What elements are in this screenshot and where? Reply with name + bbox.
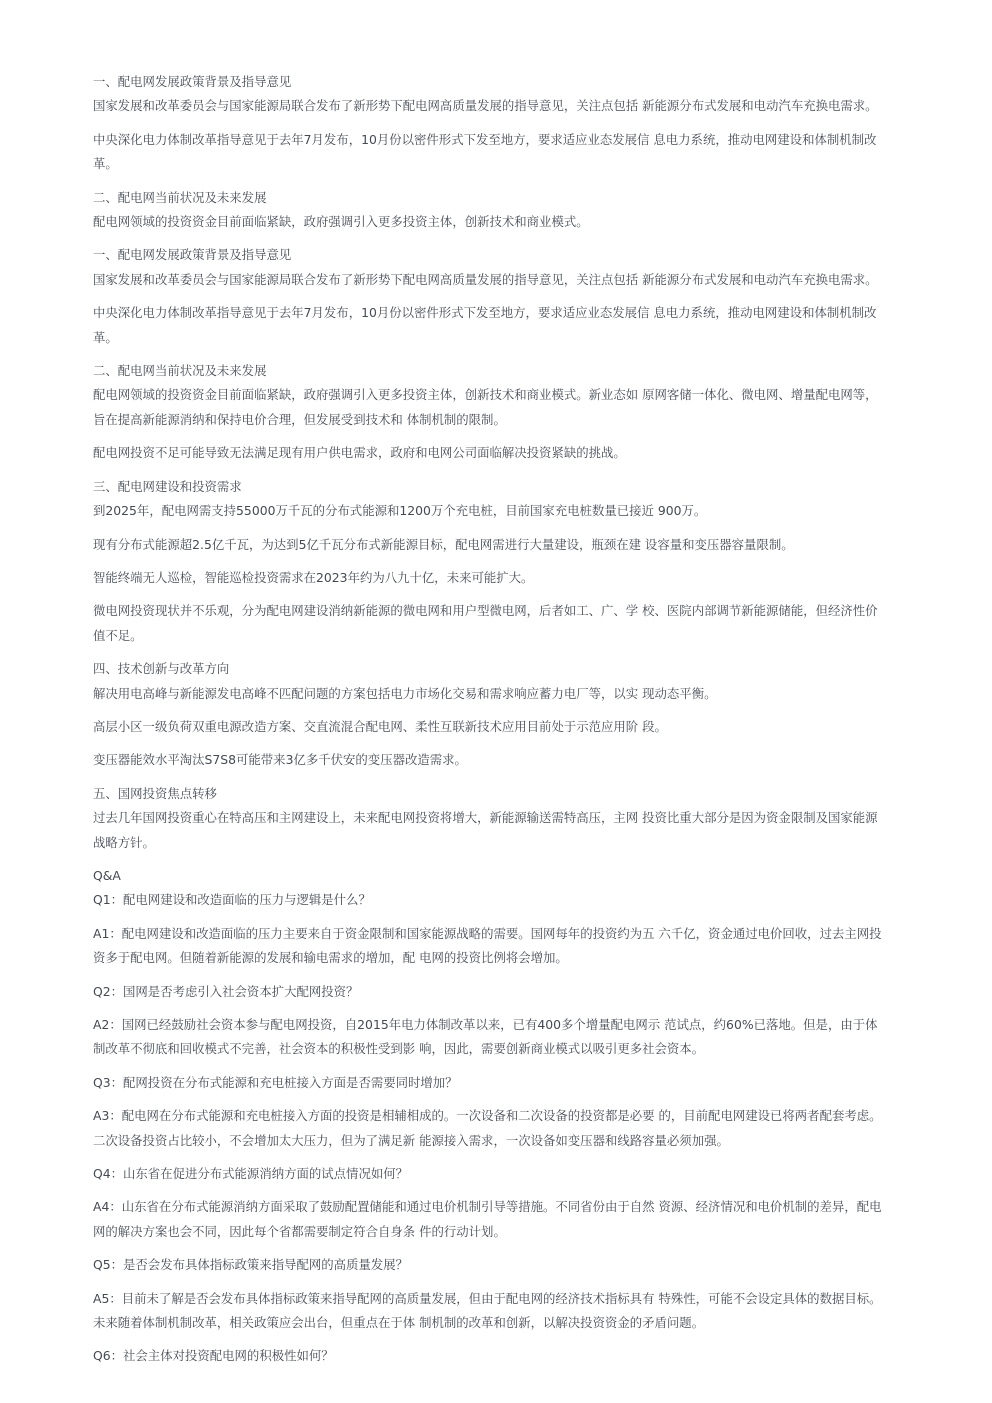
text-line: 中央深化电力体制改革指导意见于去年7月发布，10月份以密件形式下发至地方，要求适应业态发展信 息电力系统，推动电网建设和体制机制改 bbox=[93, 305, 877, 321]
text-line: Q1：配电网建设和改造面临的压力与逻辑是什么？ bbox=[93, 892, 371, 908]
text-line: 二、配电网当前状况及未来发展 bbox=[93, 189, 267, 205]
paragraph bbox=[93, 682, 943, 706]
text-line: A5：目前未了解是否会发布具体指标政策来指导配网的高质量发展，但由于配电网的经济技术指标具有 特殊性，可能不会设定具体的数据目标。 bbox=[93, 1290, 882, 1306]
paragraph bbox=[93, 1287, 943, 1336]
section-heading bbox=[93, 186, 943, 210]
paragraph bbox=[93, 748, 943, 772]
paragraph bbox=[93, 888, 943, 912]
text-line: 高层小区一级负荷双重电源改造方案、交直流混合配电网、柔性互联新技术应用目前处于示范应用阶 段。 bbox=[93, 718, 667, 734]
section-heading bbox=[93, 475, 943, 499]
paragraph bbox=[93, 441, 943, 465]
text-line: 制改革不彻底和回收模式不完善，社会资本的积极性受到影 响，因此，需要创新商业模式以吸引更多社会资本。 bbox=[93, 1041, 705, 1057]
text-line: Q2：国网是否考虑引入社会资本扩大配网投资？ bbox=[93, 983, 359, 999]
text-line: 三、配电网建设和投资需求 bbox=[93, 478, 242, 494]
text-line: 配电网投资不足可能导致无法满足现有用户供电需求，政府和电网公司面临解决投资紧缺的挑战。 bbox=[93, 445, 626, 461]
text-line: 微电网投资现状并不乐观，分为配电网建设消纳新能源的微电网和用户型微电网，后者如工、广、学 校、医院内部调节新能源储能，但经济性价 bbox=[93, 603, 878, 619]
paragraph bbox=[93, 1344, 943, 1368]
paragraph bbox=[93, 566, 943, 590]
paragraph bbox=[93, 210, 943, 234]
text-line: 未来随着体制机制改革，相关政策应会出台，但重点在于体 制机制的改革和创新，以解决投资资金的矛盾问题。 bbox=[93, 1315, 705, 1331]
text-line: 配电网领域的投资资金目前面临紧缺，政府强调引入更多投资主体，创新技术和商业模式。 bbox=[93, 214, 589, 230]
text-line: 网的解决方案也会不同，因此每个省都需要制定符合自身条 件的行动计划。 bbox=[93, 1223, 506, 1239]
paragraph bbox=[93, 499, 943, 523]
text-line: 二、配电网当前状况及未来发展 bbox=[93, 363, 267, 379]
paragraph bbox=[93, 94, 943, 118]
text-line: 一、配电网发展政策背景及指导意见 bbox=[93, 74, 292, 89]
section-heading bbox=[93, 657, 943, 681]
text-line: 二次设备投资占比较小，不会增加太大压力，但为了满足新 能源接入需求，一次设备如变压器和线路容量必须加强。 bbox=[93, 1132, 729, 1148]
section-heading bbox=[93, 359, 943, 383]
text-line: 战略方针。 bbox=[93, 834, 155, 850]
section-heading bbox=[93, 782, 943, 806]
document-body bbox=[93, 70, 943, 1378]
text-line: 旨在提高新能源消纳和保持电价合理，但发展受到技术和 体制机制的限制。 bbox=[93, 411, 506, 427]
paragraph bbox=[93, 599, 943, 648]
text-line: A4：山东省在分布式能源消纳方面采取了鼓励配置储能和通过电价机制引导等措施。不同省份由于自然 资源、经济情况和电价机制的差异，配电 bbox=[93, 1199, 882, 1215]
text-line: Q3：配网投资在分布式能源和充电桩接入方面是否需要同时增加？ bbox=[93, 1074, 458, 1090]
text-line: 变压器能效水平淘汰S7S8可能带来3亿多千伏安的变压器改造需求。 bbox=[93, 752, 467, 768]
paragraph bbox=[93, 383, 943, 432]
text-line: 革。 bbox=[93, 156, 118, 172]
paragraph bbox=[93, 806, 943, 855]
text-line: 国家发展和改革委员会与国家能源局联合发布了新形势下配电网高质量发展的指导意见，关注点包括 新能源分布式发展和电动汽车充换电需求。 bbox=[93, 271, 878, 287]
paragraph bbox=[93, 1071, 943, 1095]
text-line: 解决用电高峰与新能源发电高峰不匹配问题的方案包括电力市场化交易和需求响应蓄力电厂等，以实 现动态平衡。 bbox=[93, 685, 717, 701]
text-line: Q5：是否会发布具体指标政策来指导配网的高质量发展？ bbox=[93, 1257, 409, 1273]
text-line: 资多于配电网。但随着新能源的发展和输电需求的增加，配 电网的投资比例将会增加。 bbox=[93, 950, 568, 966]
text-line: 一、配电网发展政策背景及指导意见 bbox=[93, 247, 292, 263]
text-line: A3：配电网在分布式能源和充电桩接入方面的投资是相辅相成的。一次设备和二次设备的投资都是必要 的，目前配电网建设已将两者配套考虑。 bbox=[93, 1108, 882, 1124]
paragraph bbox=[93, 1104, 943, 1153]
text-line: 现有分布式能源超2.5亿千瓦，为达到5亿千瓦分布式新能源目标，配电网需进行大量建设，瓶颈在建 设容量和变压器容量限制。 bbox=[93, 536, 794, 552]
text-line: 到2025年，配电网需支持55000万千瓦的分布式能源和1200万个充电桩，目前国家充电桩数量已接近 900万。 bbox=[93, 503, 707, 519]
text-line: 中央深化电力体制改革指导意见于去年7月发布，10月份以密件形式下发至地方，要求适应业态发展信 息电力系统，推动电网建设和体制机制改 bbox=[93, 131, 877, 147]
text-line: 值不足。 bbox=[93, 627, 143, 643]
paragraph bbox=[93, 1013, 943, 1062]
text-line: 过去几年国网投资重心在特高压和主网建设上，未来配电网投资将增大，新能源输送需特高压，主网 投资比重大部分是因为资金限制及国家能源 bbox=[93, 810, 878, 826]
paragraph bbox=[93, 715, 943, 739]
paragraph bbox=[93, 268, 943, 292]
text-line: Q6：社会主体对投资配电网的积极性如何？ bbox=[93, 1348, 334, 1364]
text-line: Q4：山东省在促进分布式能源消纳方面的试点情况如何？ bbox=[93, 1166, 409, 1182]
section-heading bbox=[93, 70, 943, 94]
text-line: A1：配电网建设和改造面临的压力主要来自于资金限制和国家能源战略的需要。国网每年的投资约为五 六千亿，资金通过电价回收，过去主网投 bbox=[93, 925, 882, 941]
text-line: 四、技术创新与改革方向 bbox=[93, 661, 230, 677]
text-line: 配电网领域的投资资金目前面临紧缺，政府强调引入更多投资主体，创新技术和商业模式。新业态如 原网客储一体化、微电网、增量配电网等， bbox=[93, 387, 878, 403]
text-line: 革。 bbox=[93, 329, 118, 345]
paragraph bbox=[93, 1162, 943, 1186]
paragraph bbox=[93, 1195, 943, 1244]
paragraph bbox=[93, 1253, 943, 1277]
text-line: 国家发展和改革委员会与国家能源局联合发布了新形势下配电网高质量发展的指导意见，关注点包括 新能源分布式发展和电动汽车充换电需求。 bbox=[93, 98, 878, 114]
section-heading bbox=[93, 243, 943, 267]
paragraph bbox=[93, 533, 943, 557]
paragraph bbox=[93, 922, 943, 971]
section-heading bbox=[93, 864, 943, 888]
paragraph bbox=[93, 128, 943, 177]
text-line: 五、国网投资焦点转移 bbox=[93, 785, 217, 801]
paragraph bbox=[93, 301, 943, 350]
text-line: 智能终端无人巡检，智能巡检投资需求在2023年约为八九十亿，未来可能扩大。 bbox=[93, 569, 534, 585]
text-line: Q&A bbox=[93, 867, 121, 883]
paragraph bbox=[93, 980, 943, 1004]
text-line: A2：国网已经鼓励社会资本参与配电网投资，自2015年电力体制改革以来，已有400多个增量配电网示 范试点，约60%已落地。但是，由于体 bbox=[93, 1017, 878, 1032]
